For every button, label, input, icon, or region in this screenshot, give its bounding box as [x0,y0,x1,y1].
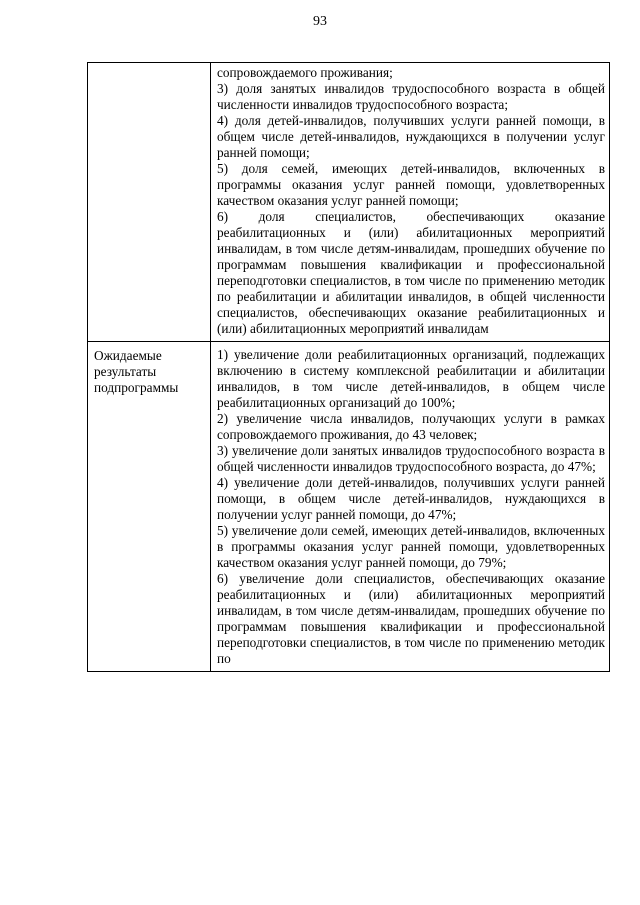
list-item: 6) доля специалистов, обеспечивающих оказание реабилитационных и (или) абилитационных мероприятий инвалидам, в том числе детям-инвалидам, прошедших обучение по программам повышения квалификации и профессиональной переподготовки специалистов, в том числе по применению методик по реабилитации и абилитации инвалидов, в общей численности специалистов, обеспечивающих оказание реабилитационных и (или) абилитационных мероприятий инвалидам [217,209,605,336]
row-label [88,63,210,69]
list-item: 3) доля занятых инвалидов трудоспособного возраста в общей численности инвалидов трудоспособного возраста; [217,81,605,112]
list-item: 5) доля семей, имеющих детей-инвалидов, включенных в программы оказания услуг ранней помощи, удовлетворенных качеством оказания услуг ранней помощи; [217,161,605,208]
list-item: 5) увеличение доли семей, имеющих детей-инвалидов, включенных в программы оказания услуг ранней помощи, удовлетворенных качеством оказания услуг ранней помощи, до 79%; [217,523,605,570]
list-item: 6) увеличение доли специалистов, обеспечивающих оказание реабилитационных и (или) абилитационных мероприятий инвалидам, в том числе детям-инвалидам, прошедших обучение по программам повышения квалификации и профессиональной переподготовки специалистов, в том числе по применению методик по [217,571,605,666]
row-content-cell [211,63,610,342]
list-item: 2) увеличение числа инвалидов, получающих услуги в рамках сопровождаемого проживания, до 43 человек; [217,411,605,442]
table-row [88,63,610,342]
row-label: Ожидаемые результаты подпрограммы [94,348,179,395]
list-item: 4) увеличение доли детей-инвалидов, получивших услуги ранней помощи, в общем числе детей-инвалидов, нуждающихся в получении услуг ранней помощи, до 47%; [217,475,605,522]
row-label-cell [88,63,211,342]
row-label-cell [88,342,211,672]
list-item: 3) увеличение доли занятых инвалидов трудоспособного возраста в общей численности инвалидов трудоспособного возраста, до 47%; [217,443,605,474]
list-item: сопровождаемого проживания; [217,65,393,80]
list-item: 1) увеличение доли реабилитационных организаций, подлежащих включению в систему комплексной реабилитации и абилитации инвалидов, в том числе детей-инвалидов, в общем числе реабилитационных организаций до 100%; [217,347,605,410]
table-row [88,342,610,672]
row-content-cell [211,342,610,672]
passport-table [87,62,610,672]
page-number: 93 [313,14,327,29]
list-item: 4) доля детей-инвалидов, получивших услуги ранней помощи, в общем числе детей-инвалидов, нуждающихся в получении услуг ранней помощи; [217,113,605,160]
